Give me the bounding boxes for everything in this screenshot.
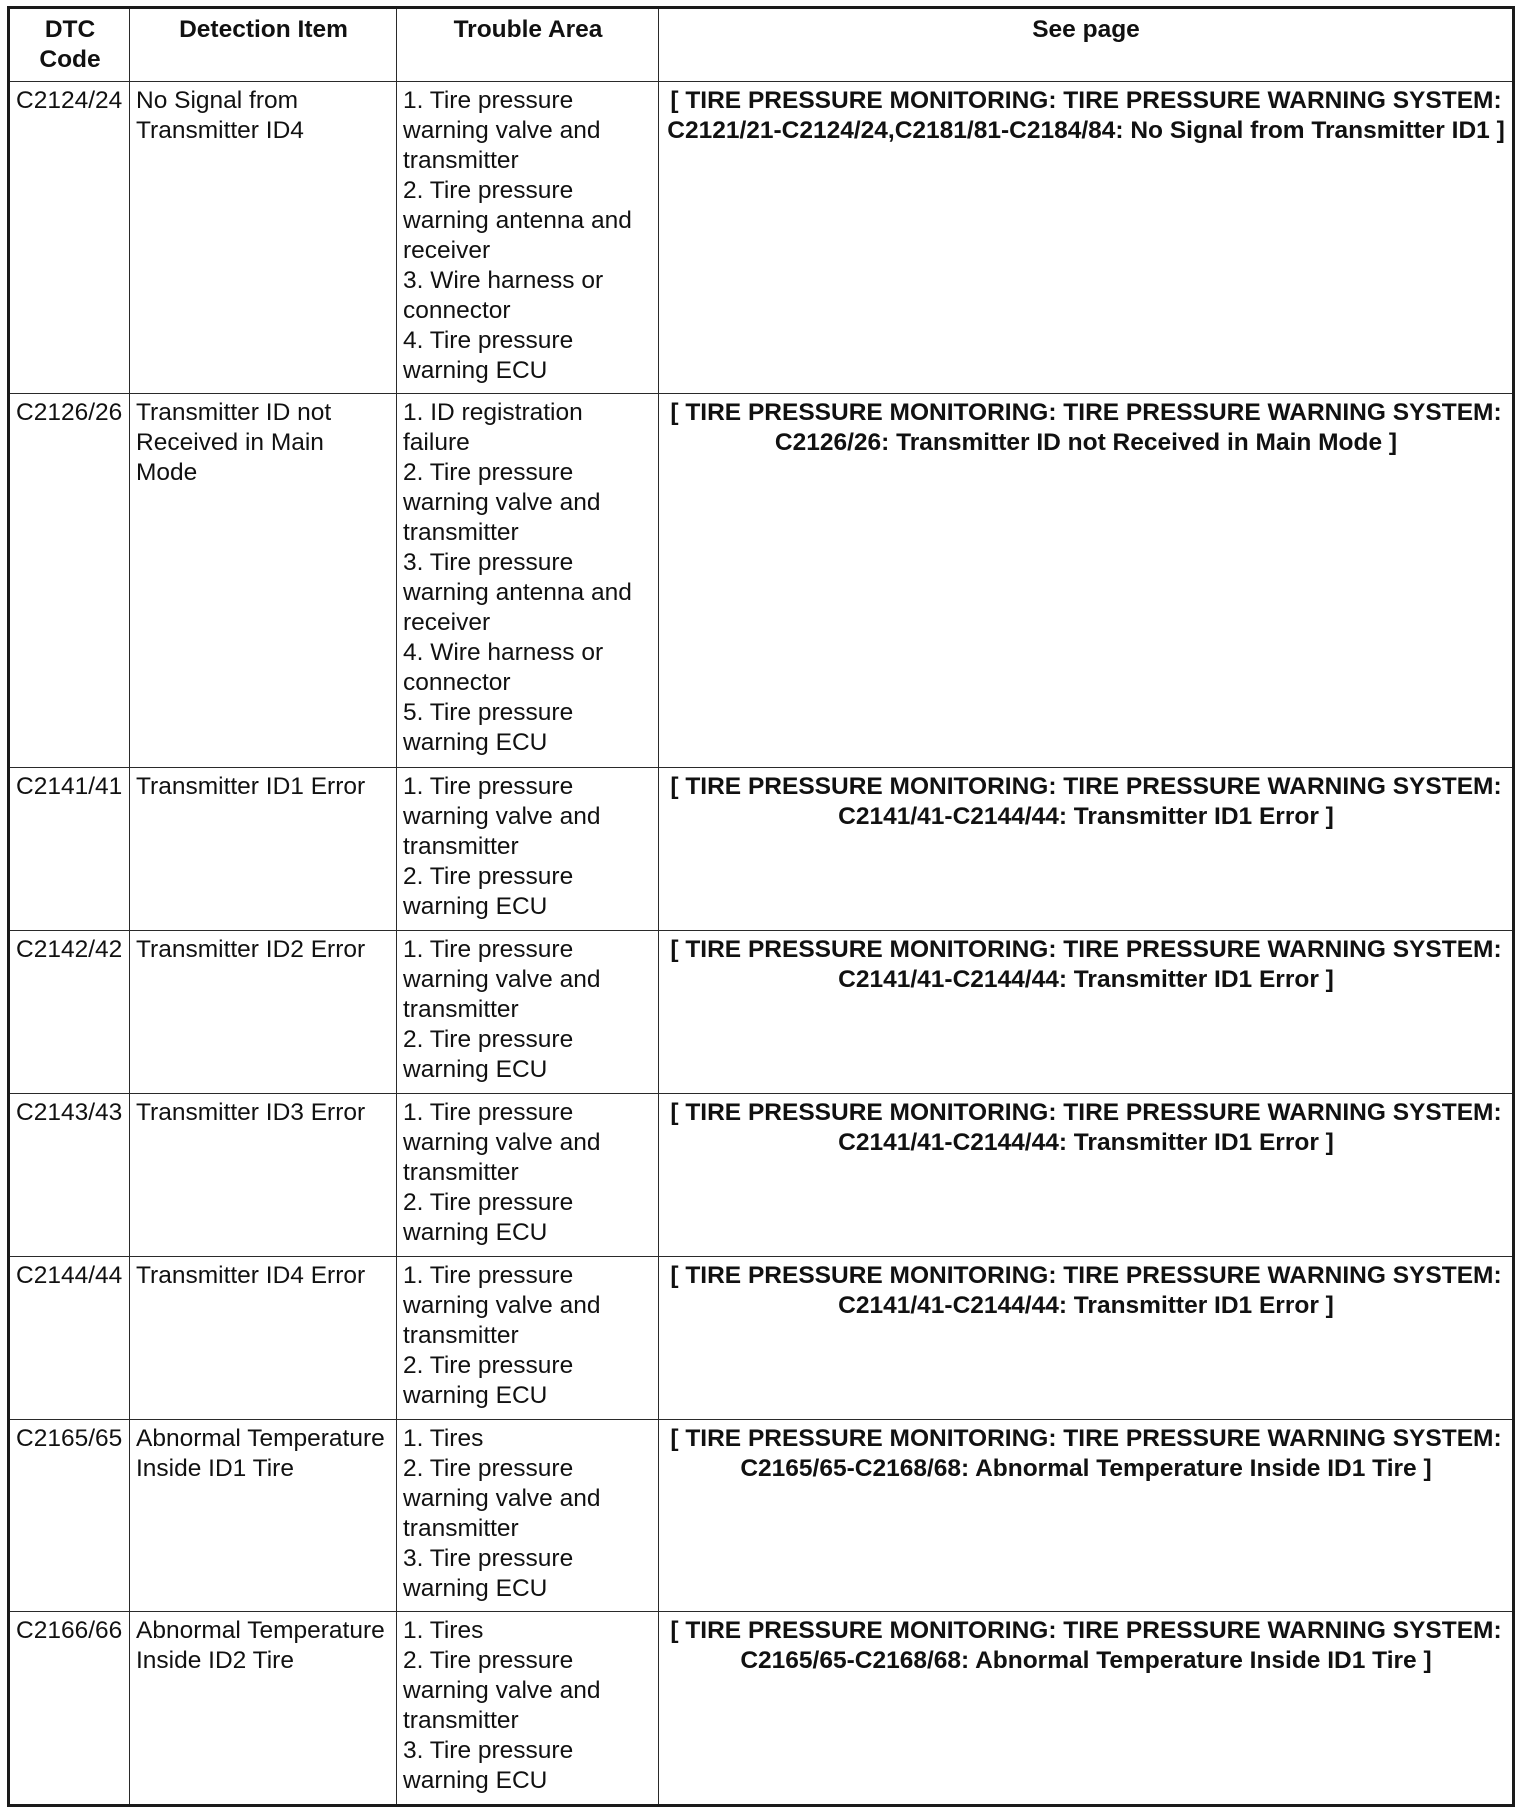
dtc-code-cell: C2142/42 xyxy=(9,931,130,1094)
see-page-link[interactable]: [ TIRE PRESSURE MONITORING: TIRE PRESSURE WARNING SYSTEM: C2165/65-C2168/68: Abnormal Temperature Inside ID1 Tire ] xyxy=(659,1420,1514,1612)
trouble-area-line: 5. Tire pressure warning ECU xyxy=(403,699,574,756)
see-page-link[interactable]: [ TIRE PRESSURE MONITORING: TIRE PRESSURE WARNING SYSTEM: C2141/41-C2144/44: Transmitter ID1 Error ] xyxy=(659,1094,1514,1257)
trouble-area-cell xyxy=(397,1420,659,1612)
table-row xyxy=(9,931,1514,1094)
table-row xyxy=(9,1612,1514,1806)
trouble-area-line: 2. Tire pressure warning valve and transmitter xyxy=(403,1455,601,1542)
see-page-link[interactable]: [ TIRE PRESSURE MONITORING: TIRE PRESSURE WARNING SYSTEM: C2121/21-C2124/24,C2181/81-C2184/84: No Signal from Transmitter ID1 ] xyxy=(659,82,1514,394)
detection-item-cell: No Signal from Transmitter ID4 xyxy=(130,82,397,394)
trouble-area-line: 3. Tire pressure warning ECU xyxy=(403,1545,574,1602)
see-page-link[interactable]: [ TIRE PRESSURE MONITORING: TIRE PRESSURE WARNING SYSTEM: C2141/41-C2144/44: Transmitter ID1 Error ] xyxy=(659,1257,1514,1420)
dtc-table xyxy=(7,6,1515,1807)
trouble-area-line: 3. Tire pressure warning ECU xyxy=(403,1737,574,1794)
dtc-code-cell: C2124/24 xyxy=(9,82,130,394)
trouble-area-line: 2. Tire pressure warning valve and transmitter xyxy=(403,459,601,546)
trouble-area-line: 1. Tire pressure warning valve and transmitter xyxy=(403,87,601,174)
trouble-area-line: 1. Tires xyxy=(403,1425,484,1452)
trouble-area-cell xyxy=(397,1257,659,1420)
header-detection-item: Detection Item xyxy=(130,8,397,82)
trouble-area-cell xyxy=(397,768,659,931)
table-row xyxy=(9,82,1514,394)
trouble-area-line: 2. Tire pressure warning ECU xyxy=(403,1026,574,1083)
trouble-area-line: 4. Wire harness or connector xyxy=(403,639,604,696)
header-see-page: See page xyxy=(659,8,1514,82)
table-row xyxy=(9,768,1514,931)
see-page-link[interactable]: [ TIRE PRESSURE MONITORING: TIRE PRESSURE WARNING SYSTEM: C2126/26: Transmitter ID not Received in Main Mode ] xyxy=(659,394,1514,768)
trouble-area-cell xyxy=(397,931,659,1094)
table-header-row xyxy=(9,8,1514,82)
dtc-code-cell: C2143/43 xyxy=(9,1094,130,1257)
trouble-area-line: 3. Tire pressure warning antenna and receiver xyxy=(403,549,632,636)
trouble-area-line: 2. Tire pressure warning ECU xyxy=(403,1352,574,1409)
table-row xyxy=(9,394,1514,768)
detection-item-cell: Transmitter ID not Received in Main Mode xyxy=(130,394,397,768)
dtc-code-cell: C2126/26 xyxy=(9,394,130,768)
trouble-area-line: 1. ID registration failure xyxy=(403,399,583,456)
table-row xyxy=(9,1257,1514,1420)
trouble-area-line: 2. Tire pressure warning ECU xyxy=(403,863,574,920)
header-dtc-code-line1: DTC xyxy=(44,16,96,43)
detection-item-cell: Abnormal Temperature Inside ID2 Tire xyxy=(130,1612,397,1806)
header-dtc-code-line2: Code xyxy=(39,46,101,73)
trouble-area-line: 3. Wire harness or connector xyxy=(403,267,604,324)
detection-item-cell: Transmitter ID3 Error xyxy=(130,1094,397,1257)
dtc-code-cell: C2144/44 xyxy=(9,1257,130,1420)
trouble-area-line: 1. Tire pressure warning valve and transmitter xyxy=(403,936,601,1023)
see-page-link[interactable]: [ TIRE PRESSURE MONITORING: TIRE PRESSURE WARNING SYSTEM: C2141/41-C2144/44: Transmitter ID1 Error ] xyxy=(659,768,1514,931)
detection-item-cell: Transmitter ID1 Error xyxy=(130,768,397,931)
see-page-link[interactable]: [ TIRE PRESSURE MONITORING: TIRE PRESSURE WARNING SYSTEM: C2141/41-C2144/44: Transmitter ID1 Error ] xyxy=(659,931,1514,1094)
trouble-area-cell xyxy=(397,82,659,394)
dtc-code-cell: C2166/66 xyxy=(9,1612,130,1806)
table-row xyxy=(9,1094,1514,1257)
dtc-code-cell: C2165/65 xyxy=(9,1420,130,1612)
detection-item-cell: Transmitter ID4 Error xyxy=(130,1257,397,1420)
see-page-link[interactable]: [ TIRE PRESSURE MONITORING: TIRE PRESSURE WARNING SYSTEM: C2165/65-C2168/68: Abnormal Temperature Inside ID1 Tire ] xyxy=(659,1612,1514,1806)
trouble-area-line: 2. Tire pressure warning antenna and receiver xyxy=(403,177,632,264)
header-dtc-code xyxy=(9,8,130,82)
detection-item-cell: Transmitter ID2 Error xyxy=(130,931,397,1094)
trouble-area-line: 4. Tire pressure warning ECU xyxy=(403,327,574,384)
trouble-area-cell xyxy=(397,394,659,768)
detection-item-cell: Abnormal Temperature Inside ID1 Tire xyxy=(130,1420,397,1612)
dtc-code-cell: C2141/41 xyxy=(9,768,130,931)
trouble-area-line: 2. Tire pressure warning ECU xyxy=(403,1189,574,1246)
trouble-area-line: 1. Tires xyxy=(403,1617,484,1644)
trouble-area-line: 1. Tire pressure warning valve and transmitter xyxy=(403,1262,601,1349)
trouble-area-line: 1. Tire pressure warning valve and transmitter xyxy=(403,773,601,860)
trouble-area-cell xyxy=(397,1612,659,1806)
header-trouble-area: Trouble Area xyxy=(397,8,659,82)
trouble-area-line: 2. Tire pressure warning valve and transmitter xyxy=(403,1647,601,1734)
trouble-area-line: 1. Tire pressure warning valve and transmitter xyxy=(403,1099,601,1186)
trouble-area-cell xyxy=(397,1094,659,1257)
table-row xyxy=(9,1420,1514,1612)
